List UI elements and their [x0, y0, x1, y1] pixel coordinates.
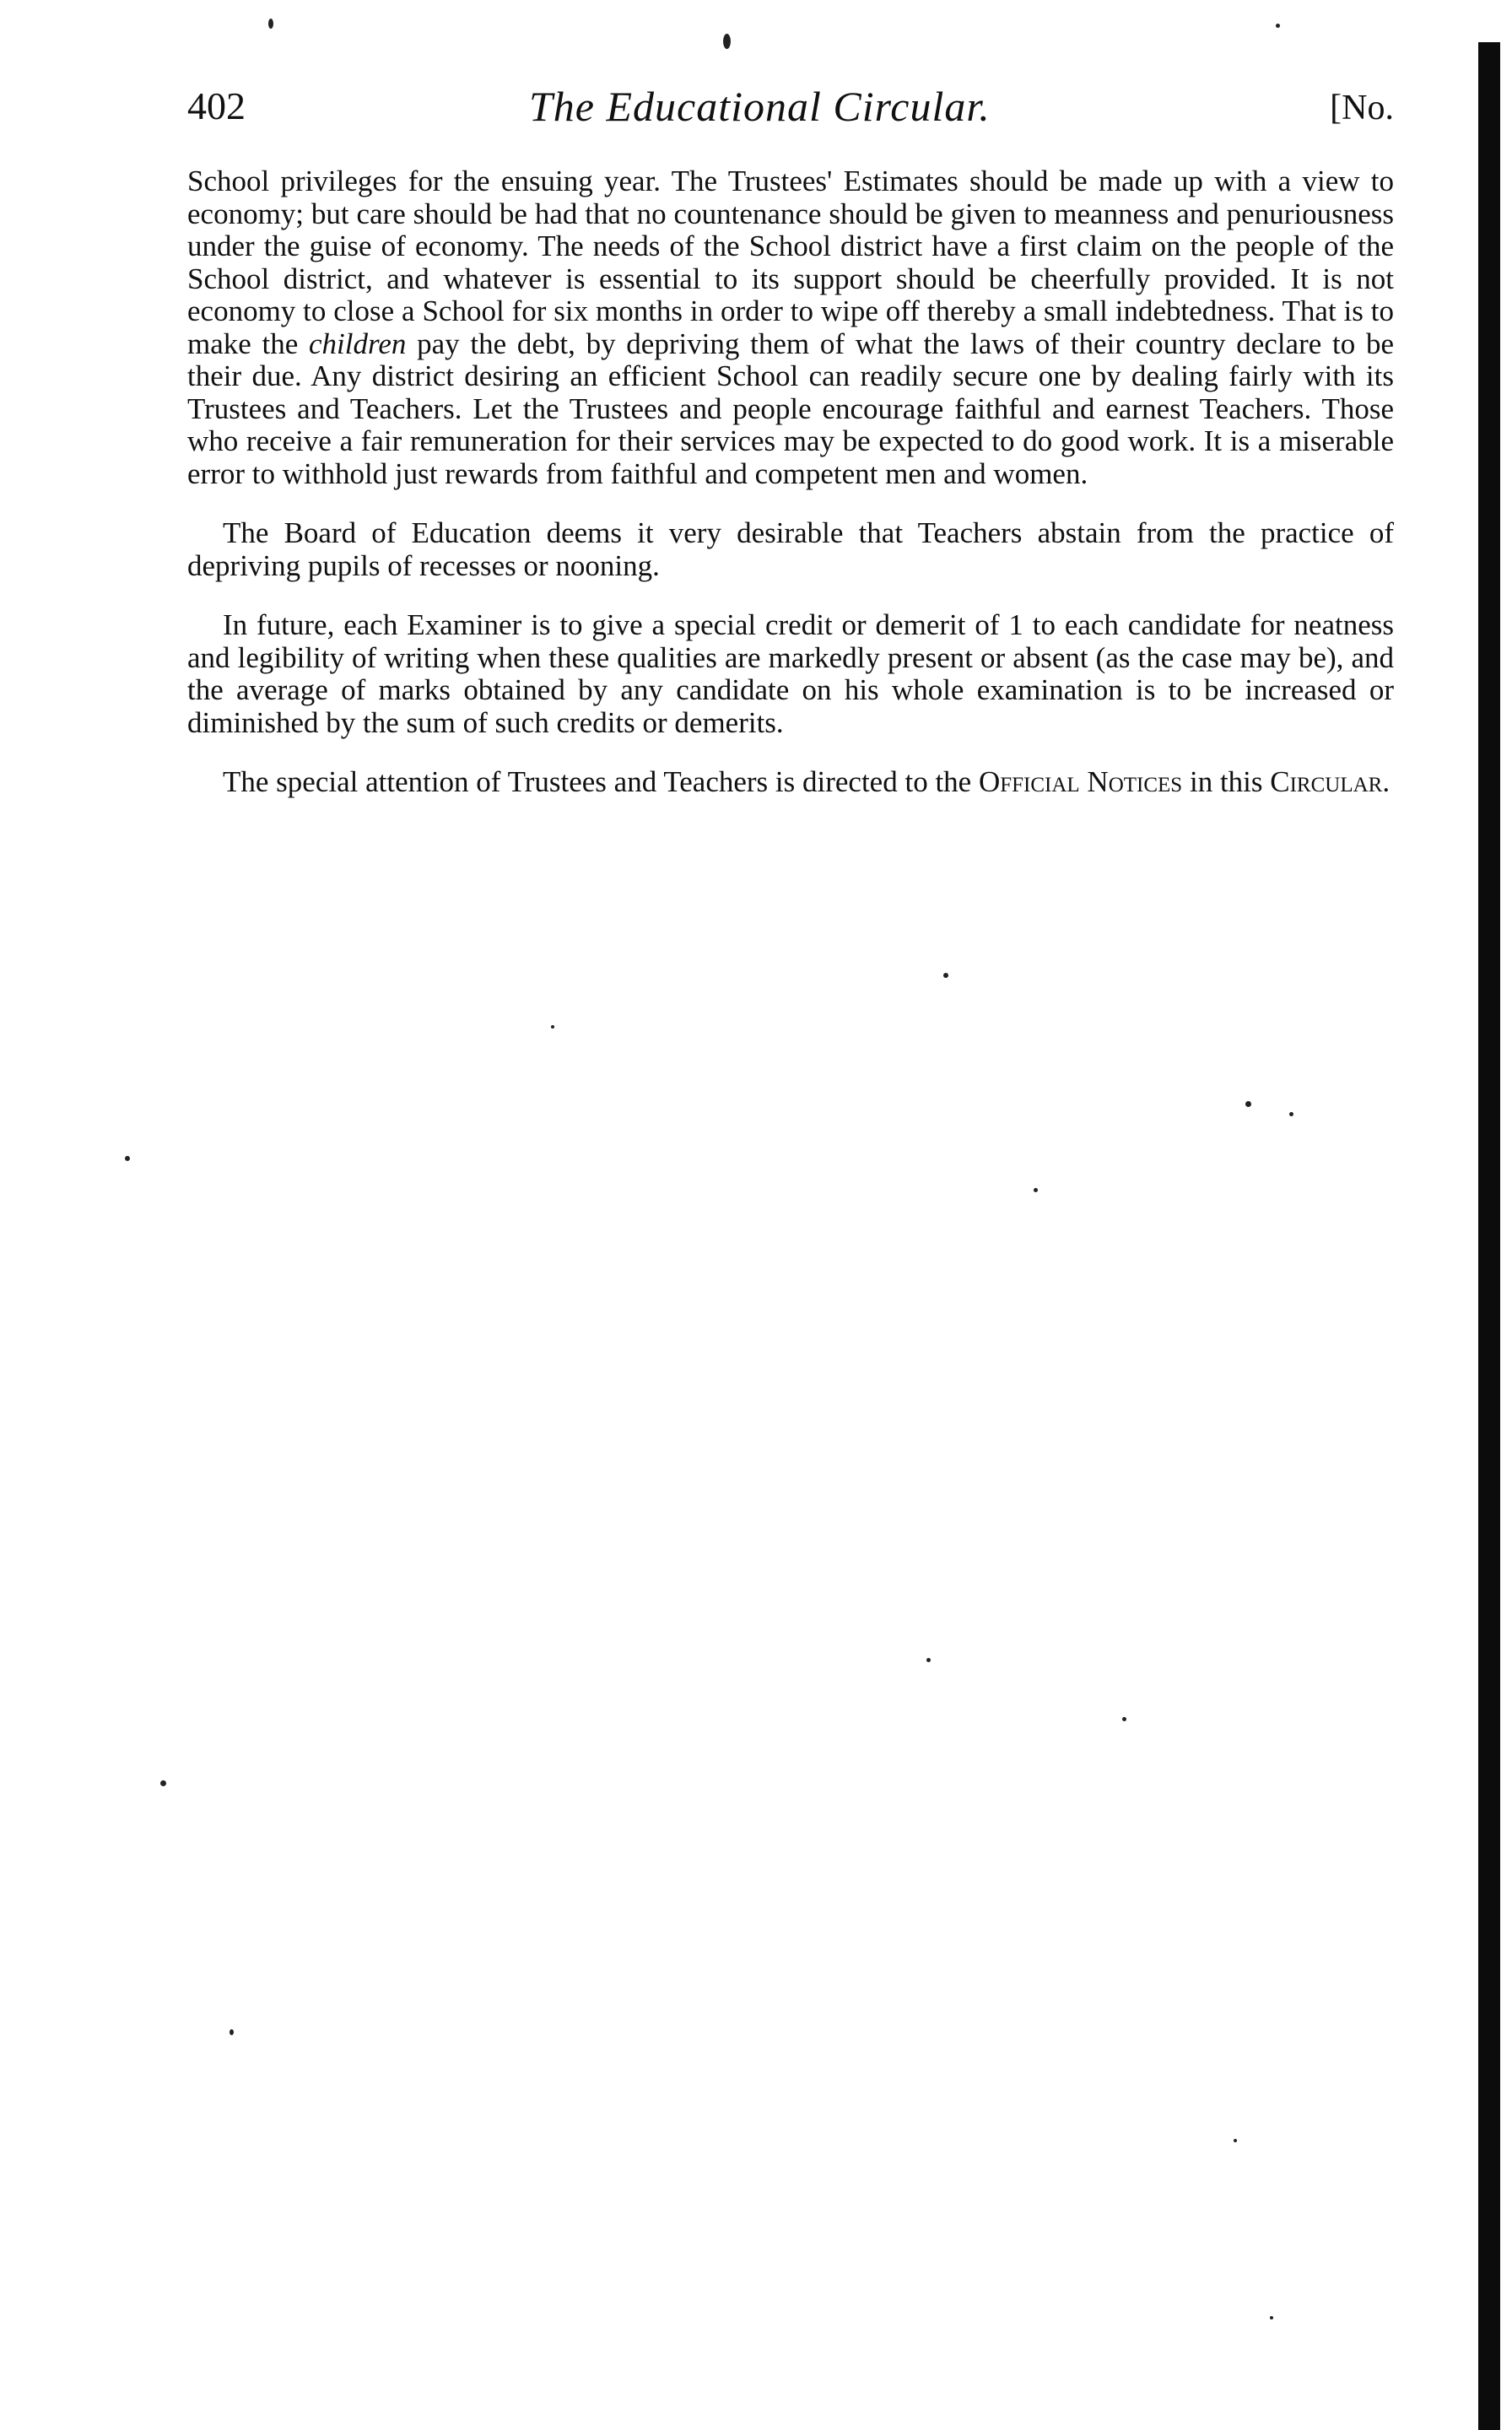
scan-speck [160, 1780, 166, 1786]
running-title: The Educational Circular. [529, 83, 991, 130]
scan-speck [723, 34, 731, 49]
scan-speck [1289, 1112, 1293, 1116]
scan-speck [1245, 1101, 1251, 1107]
issue-label: [No. [1330, 89, 1394, 127]
circular-ref: Circular [1270, 765, 1383, 798]
page-number: 402 [187, 84, 246, 127]
paragraph-recesses: The Board of Education deems it very desirable that Teachers abstain from the practice of depriving pupils of recesses or nooning. [187, 516, 1394, 582]
scan-speck [551, 1025, 554, 1029]
scan-speck [943, 973, 948, 978]
paragraph-estimates-text-b: pay the debt, by depriving them of what the laws of their country declare to be their due. Any district desiring an efficient School can readily secure one by dealing fairly with its Trustees and Teachers. Let the Trustees and people encourage faithful and earnest Teachers. Those who receive a fair remuneration for their services may be expected to do good work. It is a miserable error to withhold just rewards from faithful and competent men and women. [187, 327, 1394, 490]
scan-speck [1270, 2316, 1273, 2319]
paragraph-notices [187, 766, 1394, 799]
paragraph-estimates [187, 165, 1394, 490]
scan-speck [1034, 1188, 1038, 1192]
running-header [187, 81, 1411, 140]
paragraph-estimates-italic: children [309, 327, 407, 360]
paragraph-notices-text-c: . [1382, 765, 1390, 798]
paragraph-estimates-text-a: School privileges for the ensuing year. The Trustees' Estimates should be made up with a view to economy; but care should be had that no countenance should be given to meanness and penuriousness under the guise of economy. The needs of the School district have a first claim on the people of the School district, and whatever is essential to its support should be cheerfully provided. It is not economy to close a School for six months in order to wipe off thereby a small indebtedness. That is to make the [187, 165, 1394, 360]
scan-speck [230, 2029, 234, 2035]
scan-speck [926, 1658, 931, 1662]
body-text [187, 165, 1394, 799]
official-notices-ref: Official Notices [978, 765, 1183, 798]
paragraph-notices-text-a: The special attention of Trustees and Teachers is directed to the [223, 765, 979, 798]
scan-speck [1276, 24, 1280, 28]
scan-speck [1122, 1717, 1126, 1721]
scan-speck [1234, 2139, 1237, 2142]
scan-speck [125, 1156, 130, 1161]
scan-edge-bar [1478, 42, 1500, 2430]
scan-speck [268, 19, 273, 29]
paragraph-notices-text-b: in this [1182, 765, 1271, 798]
paragraph-examiners: In future, each Examiner is to give a special credit or demerit of 1 to each candidate for neatness and legibility of writing when these qualities are markedly present or absent (as the case may be), and the average of marks obtained by any candidate on his whole examination is to be increased or diminished by the sum of such credits or demerits. [187, 608, 1394, 739]
